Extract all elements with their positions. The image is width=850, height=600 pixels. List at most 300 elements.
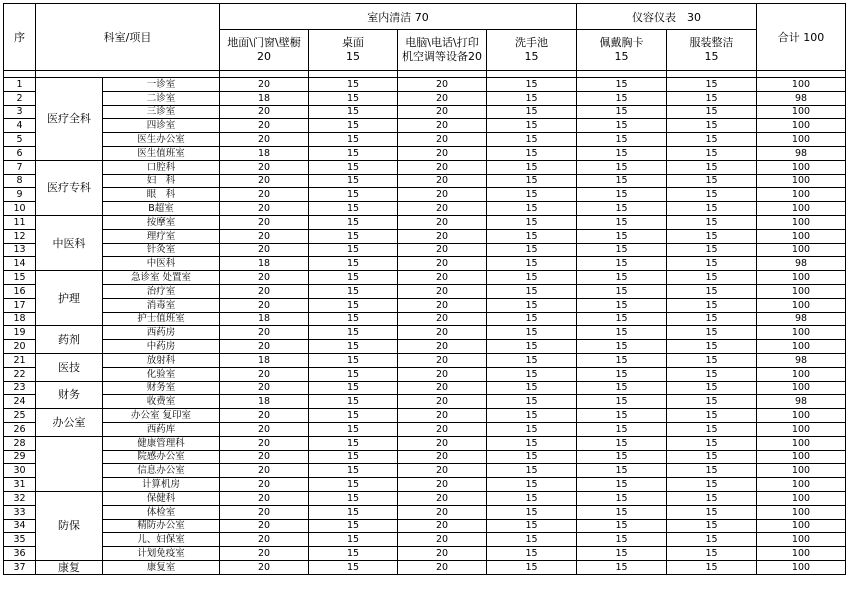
table-row	[4, 133, 846, 147]
score-floor: 20	[220, 464, 309, 478]
score-badge: 15	[577, 409, 667, 423]
room-name: 健康管理科	[103, 436, 220, 450]
table-row	[4, 519, 846, 533]
score-sink: 15	[487, 271, 577, 285]
room-name: 放射科	[103, 353, 220, 367]
row-seq: 18	[4, 312, 36, 326]
score-equipment: 20	[398, 271, 487, 285]
header-col-equipment	[398, 30, 487, 71]
score-equipment: 20	[398, 78, 487, 92]
table-row	[4, 105, 846, 119]
score-badge: 15	[577, 298, 667, 312]
room-name: 保健科	[103, 491, 220, 505]
room-name: 按摩室	[103, 215, 220, 229]
row-seq: 36	[4, 547, 36, 561]
dept-name: 医疗全科	[36, 78, 103, 161]
score-equipment: 20	[398, 409, 487, 423]
table-row	[4, 312, 846, 326]
score-badge: 15	[577, 395, 667, 409]
score-total: 100	[757, 119, 846, 133]
score-floor: 20	[220, 478, 309, 492]
score-floor: 20	[220, 519, 309, 533]
row-seq: 12	[4, 229, 36, 243]
table-row	[4, 478, 846, 492]
gap-cell	[577, 71, 667, 78]
score-total: 100	[757, 491, 846, 505]
score-badge: 15	[577, 464, 667, 478]
score-table	[3, 3, 846, 575]
room-name: 精防办公室	[103, 519, 220, 533]
score-equipment: 20	[398, 478, 487, 492]
dept-name	[36, 436, 103, 491]
room-name: 化验室	[103, 367, 220, 381]
room-name: 护士值班室	[103, 312, 220, 326]
score-desk: 15	[309, 119, 398, 133]
row-seq: 23	[4, 381, 36, 395]
score-attire: 15	[667, 547, 757, 561]
row-seq: 26	[4, 422, 36, 436]
dept-name: 药剂	[36, 326, 103, 354]
dept-name: 医疗专科	[36, 160, 103, 215]
score-badge: 15	[577, 450, 667, 464]
score-attire: 15	[667, 271, 757, 285]
table-row	[4, 298, 846, 312]
score-badge: 15	[577, 160, 667, 174]
table-row	[4, 367, 846, 381]
room-name: 计划免疫室	[103, 547, 220, 561]
score-floor: 18	[220, 395, 309, 409]
score-sink: 15	[487, 215, 577, 229]
score-equipment: 20	[398, 367, 487, 381]
gap-cell	[4, 71, 36, 78]
row-seq: 32	[4, 491, 36, 505]
header-col-line1: 服装整洁	[689, 36, 734, 49]
score-equipment: 20	[398, 284, 487, 298]
score-equipment: 20	[398, 464, 487, 478]
row-seq: 10	[4, 202, 36, 216]
score-sink: 15	[487, 381, 577, 395]
score-floor: 20	[220, 340, 309, 354]
score-floor: 20	[220, 381, 309, 395]
score-attire: 15	[667, 478, 757, 492]
row-seq: 7	[4, 160, 36, 174]
score-total: 100	[757, 381, 846, 395]
score-desk: 15	[309, 271, 398, 285]
score-equipment: 20	[398, 133, 487, 147]
table-row	[4, 560, 846, 574]
score-attire: 15	[667, 505, 757, 519]
table-row	[4, 422, 846, 436]
score-sink: 15	[487, 395, 577, 409]
score-badge: 15	[577, 505, 667, 519]
score-sink: 15	[487, 133, 577, 147]
table-row	[4, 353, 846, 367]
score-equipment: 20	[398, 202, 487, 216]
row-seq: 37	[4, 560, 36, 574]
score-badge: 15	[577, 271, 667, 285]
row-seq: 19	[4, 326, 36, 340]
score-badge: 15	[577, 174, 667, 188]
score-badge: 15	[577, 478, 667, 492]
score-sink: 15	[487, 160, 577, 174]
header-col-line2: 15	[346, 50, 360, 63]
score-total: 100	[757, 188, 846, 202]
score-attire: 15	[667, 395, 757, 409]
score-equipment: 20	[398, 381, 487, 395]
score-attire: 15	[667, 533, 757, 547]
row-seq: 33	[4, 505, 36, 519]
score-desk: 15	[309, 505, 398, 519]
score-badge: 15	[577, 422, 667, 436]
score-floor: 20	[220, 560, 309, 574]
score-badge: 15	[577, 381, 667, 395]
score-attire: 15	[667, 146, 757, 160]
score-total: 100	[757, 422, 846, 436]
room-name: 理疗室	[103, 229, 220, 243]
score-desk: 15	[309, 160, 398, 174]
room-name: 眼 科	[103, 188, 220, 202]
score-floor: 18	[220, 257, 309, 271]
header-col-floor	[220, 30, 309, 71]
score-equipment: 20	[398, 257, 487, 271]
score-total: 100	[757, 367, 846, 381]
score-total: 98	[757, 353, 846, 367]
score-desk: 15	[309, 367, 398, 381]
score-badge: 15	[577, 326, 667, 340]
score-equipment: 20	[398, 491, 487, 505]
score-total: 100	[757, 560, 846, 574]
score-sink: 15	[487, 450, 577, 464]
score-total: 100	[757, 519, 846, 533]
score-badge: 15	[577, 188, 667, 202]
header-col-line2: 15	[704, 50, 719, 63]
score-attire: 15	[667, 78, 757, 92]
room-name: 妇 科	[103, 174, 220, 188]
room-name: 中药房	[103, 340, 220, 354]
row-seq: 22	[4, 367, 36, 381]
score-badge: 15	[577, 257, 667, 271]
score-equipment: 20	[398, 450, 487, 464]
score-sink: 15	[487, 298, 577, 312]
score-badge: 15	[577, 229, 667, 243]
score-equipment: 20	[398, 229, 487, 243]
score-total: 100	[757, 450, 846, 464]
score-desk: 15	[309, 340, 398, 354]
score-badge: 15	[577, 243, 667, 257]
dept-name: 护理	[36, 271, 103, 326]
score-sink: 15	[487, 560, 577, 574]
score-badge: 15	[577, 560, 667, 574]
room-name: 医生值班室	[103, 146, 220, 160]
score-floor: 20	[220, 491, 309, 505]
score-total: 100	[757, 326, 846, 340]
score-badge: 15	[577, 284, 667, 298]
score-sink: 15	[487, 119, 577, 133]
score-floor: 20	[220, 160, 309, 174]
score-attire: 15	[667, 367, 757, 381]
score-attire: 15	[667, 91, 757, 105]
score-desk: 15	[309, 257, 398, 271]
score-equipment: 20	[398, 422, 487, 436]
room-name: 收费室	[103, 395, 220, 409]
score-total: 100	[757, 174, 846, 188]
room-name: 儿、妇保室	[103, 533, 220, 547]
score-sink: 15	[487, 367, 577, 381]
score-floor: 20	[220, 188, 309, 202]
table-row	[4, 340, 846, 354]
room-name: B超室	[103, 202, 220, 216]
score-total: 100	[757, 436, 846, 450]
score-total: 100	[757, 78, 846, 92]
score-badge: 15	[577, 105, 667, 119]
score-desk: 15	[309, 464, 398, 478]
score-badge: 15	[577, 340, 667, 354]
room-name: 三诊室	[103, 105, 220, 119]
room-name: 口腔科	[103, 160, 220, 174]
room-name: 计算机房	[103, 478, 220, 492]
row-seq: 24	[4, 395, 36, 409]
dept-name: 医技	[36, 353, 103, 381]
score-attire: 15	[667, 215, 757, 229]
room-name: 二诊室	[103, 91, 220, 105]
table-row	[4, 395, 846, 409]
gap-cell	[757, 71, 846, 78]
score-total: 100	[757, 105, 846, 119]
dept-name: 办公室	[36, 409, 103, 437]
table-row	[4, 381, 846, 395]
score-sink: 15	[487, 146, 577, 160]
table-row	[4, 271, 846, 285]
room-name: 西药库	[103, 422, 220, 436]
score-total: 100	[757, 271, 846, 285]
score-desk: 15	[309, 478, 398, 492]
score-sink: 15	[487, 340, 577, 354]
table-row	[4, 326, 846, 340]
score-attire: 15	[667, 202, 757, 216]
table-row	[4, 229, 846, 243]
row-seq: 35	[4, 533, 36, 547]
row-seq: 5	[4, 133, 36, 147]
score-equipment: 20	[398, 519, 487, 533]
table-row	[4, 450, 846, 464]
score-desk: 15	[309, 395, 398, 409]
score-floor: 20	[220, 436, 309, 450]
score-attire: 15	[667, 312, 757, 326]
table-row	[4, 284, 846, 298]
score-sink: 15	[487, 78, 577, 92]
score-attire: 15	[667, 188, 757, 202]
score-desk: 15	[309, 326, 398, 340]
score-attire: 15	[667, 257, 757, 271]
score-sheet	[3, 3, 846, 575]
score-floor: 20	[220, 105, 309, 119]
header-col-line1: 佩戴胸卡	[599, 36, 644, 49]
row-seq: 29	[4, 450, 36, 464]
row-seq: 13	[4, 243, 36, 257]
gap-cell	[36, 71, 220, 78]
score-equipment: 20	[398, 160, 487, 174]
score-total: 98	[757, 312, 846, 326]
score-total: 100	[757, 505, 846, 519]
score-total: 100	[757, 202, 846, 216]
score-desk: 15	[309, 202, 398, 216]
score-desk: 15	[309, 284, 398, 298]
room-name: 中医科	[103, 257, 220, 271]
score-desk: 15	[309, 533, 398, 547]
table-row	[4, 464, 846, 478]
score-desk: 15	[309, 422, 398, 436]
score-badge: 15	[577, 146, 667, 160]
score-desk: 15	[309, 298, 398, 312]
gap-cell	[667, 71, 757, 78]
row-seq: 8	[4, 174, 36, 188]
header-col-desk	[309, 30, 398, 71]
header-col-line2: 20	[257, 50, 271, 63]
score-attire: 15	[667, 450, 757, 464]
score-floor: 20	[220, 202, 309, 216]
header-col-sink	[487, 30, 577, 71]
table-row	[4, 436, 846, 450]
score-sink: 15	[487, 505, 577, 519]
score-badge: 15	[577, 547, 667, 561]
score-floor: 20	[220, 505, 309, 519]
table-row	[4, 533, 846, 547]
score-sink: 15	[487, 91, 577, 105]
score-total: 100	[757, 133, 846, 147]
score-floor: 20	[220, 119, 309, 133]
row-seq: 34	[4, 519, 36, 533]
score-floor: 20	[220, 133, 309, 147]
score-equipment: 20	[398, 312, 487, 326]
score-desk: 15	[309, 312, 398, 326]
row-seq: 2	[4, 91, 36, 105]
score-desk: 15	[309, 229, 398, 243]
score-floor: 20	[220, 215, 309, 229]
dept-name: 中医科	[36, 215, 103, 270]
score-badge: 15	[577, 202, 667, 216]
room-name: 财务室	[103, 381, 220, 395]
score-equipment: 20	[398, 215, 487, 229]
score-attire: 15	[667, 409, 757, 423]
score-attire: 15	[667, 133, 757, 147]
score-sink: 15	[487, 202, 577, 216]
score-attire: 15	[667, 119, 757, 133]
score-equipment: 20	[398, 91, 487, 105]
score-total: 100	[757, 215, 846, 229]
table-row	[4, 215, 846, 229]
score-desk: 15	[309, 450, 398, 464]
score-floor: 20	[220, 229, 309, 243]
score-equipment: 20	[398, 298, 487, 312]
room-name: 一诊室	[103, 78, 220, 92]
score-badge: 15	[577, 78, 667, 92]
header-col-badge	[577, 30, 667, 71]
score-equipment: 20	[398, 174, 487, 188]
row-seq: 20	[4, 340, 36, 354]
score-total: 100	[757, 409, 846, 423]
score-floor: 20	[220, 326, 309, 340]
table-row	[4, 78, 846, 92]
score-total: 98	[757, 257, 846, 271]
score-desk: 15	[309, 91, 398, 105]
score-sink: 15	[487, 422, 577, 436]
table-row	[4, 160, 846, 174]
score-attire: 15	[667, 560, 757, 574]
score-desk: 15	[309, 381, 398, 395]
row-seq: 31	[4, 478, 36, 492]
gap-cell	[220, 71, 309, 78]
score-equipment: 20	[398, 533, 487, 547]
score-total: 98	[757, 146, 846, 160]
score-floor: 20	[220, 367, 309, 381]
score-equipment: 20	[398, 560, 487, 574]
row-seq: 17	[4, 298, 36, 312]
score-sink: 15	[487, 491, 577, 505]
score-attire: 15	[667, 298, 757, 312]
room-name: 信息办公室	[103, 464, 220, 478]
score-equipment: 20	[398, 146, 487, 160]
score-total: 100	[757, 547, 846, 561]
score-floor: 20	[220, 284, 309, 298]
gap-cell	[309, 71, 398, 78]
score-floor: 20	[220, 271, 309, 285]
score-desk: 15	[309, 547, 398, 561]
score-badge: 15	[577, 367, 667, 381]
score-attire: 15	[667, 243, 757, 257]
score-badge: 15	[577, 353, 667, 367]
score-sink: 15	[487, 326, 577, 340]
score-sink: 15	[487, 478, 577, 492]
header-col-line1: 地面\门窗\壁橱	[227, 36, 301, 49]
row-seq: 3	[4, 105, 36, 119]
score-total: 100	[757, 478, 846, 492]
score-sink: 15	[487, 174, 577, 188]
table-row	[4, 257, 846, 271]
table-row	[4, 119, 846, 133]
header-total: 合计 100	[757, 4, 846, 71]
header-gap-row	[4, 71, 846, 78]
score-sink: 15	[487, 533, 577, 547]
score-desk: 15	[309, 436, 398, 450]
score-equipment: 20	[398, 547, 487, 561]
row-seq: 28	[4, 436, 36, 450]
room-name: 治疗室	[103, 284, 220, 298]
score-floor: 20	[220, 298, 309, 312]
score-total: 98	[757, 91, 846, 105]
score-attire: 15	[667, 284, 757, 298]
score-sink: 15	[487, 188, 577, 202]
score-attire: 15	[667, 105, 757, 119]
score-desk: 15	[309, 78, 398, 92]
score-equipment: 20	[398, 353, 487, 367]
score-badge: 15	[577, 215, 667, 229]
table-row	[4, 491, 846, 505]
score-floor: 20	[220, 547, 309, 561]
room-name: 急诊室 处置室	[103, 271, 220, 285]
table-row	[4, 505, 846, 519]
score-floor: 20	[220, 422, 309, 436]
room-name: 西药房	[103, 326, 220, 340]
score-badge: 15	[577, 133, 667, 147]
row-seq: 25	[4, 409, 36, 423]
dept-name: 防保	[36, 491, 103, 560]
score-badge: 15	[577, 519, 667, 533]
score-equipment: 20	[398, 105, 487, 119]
score-badge: 15	[577, 533, 667, 547]
score-equipment: 20	[398, 505, 487, 519]
row-seq: 21	[4, 353, 36, 367]
score-badge: 15	[577, 436, 667, 450]
